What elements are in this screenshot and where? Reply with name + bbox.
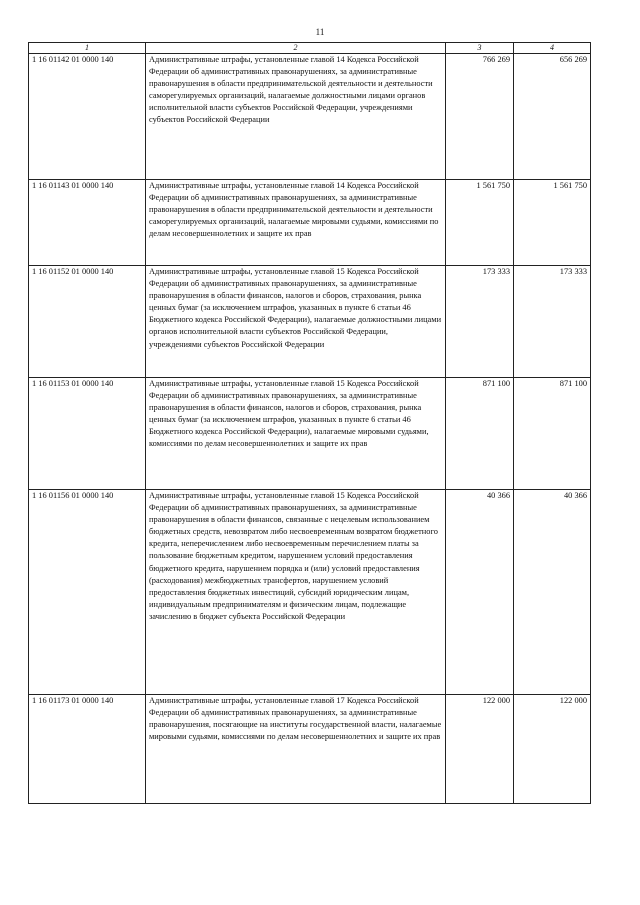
amount-column-3: 766 269 bbox=[446, 54, 514, 180]
amount-column-3: 173 333 bbox=[446, 266, 514, 378]
table-row bbox=[29, 490, 591, 695]
amount-column-3: 122 000 bbox=[446, 695, 514, 804]
column-header-2: 2 bbox=[146, 43, 446, 54]
amount-column-4: 122 000 bbox=[514, 695, 591, 804]
revenue-table bbox=[28, 42, 591, 804]
column-header-1: 1 bbox=[29, 43, 146, 54]
amount-column-3: 871 100 bbox=[446, 378, 514, 490]
amount-column-3: 1 561 750 bbox=[446, 180, 514, 266]
amount-column-4: 871 100 bbox=[514, 378, 591, 490]
classification-code: 1 16 01173 01 0000 140 bbox=[29, 695, 146, 804]
revenue-description: Административные штрафы, установленные главой 17 Кодекса Российской Федерации об административных правонарушениях, за административные правонарушения, посягающие на институты государственной власти, налагаемые мировыми судьями, комиссиями по делам несовершеннолетних и защите их прав bbox=[146, 695, 446, 804]
classification-code: 1 16 01152 01 0000 140 bbox=[29, 266, 146, 378]
table-row bbox=[29, 695, 591, 804]
classification-code: 1 16 01142 01 0000 140 bbox=[29, 54, 146, 180]
classification-code: 1 16 01156 01 0000 140 bbox=[29, 490, 146, 695]
classification-code: 1 16 01143 01 0000 140 bbox=[29, 180, 146, 266]
revenue-description: Административные штрафы, установленные главой 14 Кодекса Российской Федерации об административных правонарушениях, за административные правонарушения в области предпринимательской деятельности и деятельности саморегулируемых организаций, налагаемые мировыми судьями, комиссиями по делам несовершеннолетних и защите их прав bbox=[146, 180, 446, 266]
table-header-row bbox=[29, 43, 591, 54]
revenue-description: Административные штрафы, установленные главой 15 Кодекса Российской Федерации об административных правонарушениях, за административные правонарушения в области финансов, налогов и сборов, страхования, рынка ценных бумаг (за исключением штрафов, указанных в пункте 6 статьи 46 Бюджетного кодекса Российской Федерации), налагаемые мировыми судьями, комиссиями по делам несовершеннолетних и защите их прав bbox=[146, 378, 446, 490]
amount-column-4: 40 366 bbox=[514, 490, 591, 695]
table-row bbox=[29, 266, 591, 378]
amount-column-4: 173 333 bbox=[514, 266, 591, 378]
classification-code: 1 16 01153 01 0000 140 bbox=[29, 378, 146, 490]
amount-column-4: 656 269 bbox=[514, 54, 591, 180]
amount-column-4: 1 561 750 bbox=[514, 180, 591, 266]
page-number: 11 bbox=[315, 27, 325, 37]
table-row bbox=[29, 180, 591, 266]
table-row bbox=[29, 378, 591, 490]
table-row bbox=[29, 54, 591, 180]
revenue-description: Административные штрафы, установленные главой 15 Кодекса Российской Федерации об административных правонарушениях, за административные правонарушения в области финансов, налогов и сборов, страхования, рынка ценных бумаг (за исключением штрафов, указанных в пункте 6 статьи 46 Бюджетного кодекса Российской Федерации), налагаемые должностными лицами органов исполнительной власти субъектов Российской Федерации, учреждениями субъектов Российской Федерации bbox=[146, 266, 446, 378]
column-header-4: 4 bbox=[514, 43, 591, 54]
amount-column-3: 40 366 bbox=[446, 490, 514, 695]
revenue-description: Административные штрафы, установленные главой 15 Кодекса Российской Федерации об административных правонарушениях, за административные правонарушения в области финансов, связанные с нецелевым использованием бюджетных средств, невозвратом либо несвоевременным возвратом бюджетного кредита, неперечислением либо несвоевременным перечислением платы за пользование бюджетным кредитом, нарушением условий предоставления бюджетного кредита, нарушением порядка и (или) условий предоставления (расходования) межбюджетных трансфертов, нарушением условий предоставления бюджетных инвестиций, субсидий юридическим лицам, индивидуальным предпринимателям и физическим лицам, подлежащие зачислению в бюджет субъекта Российской Федерации bbox=[146, 490, 446, 695]
revenue-description: Административные штрафы, установленные главой 14 Кодекса Российской Федерации об административных правонарушениях, за административные правонарушения в области предпринимательской деятельности и деятельности саморегулируемых организаций, налагаемые должностными лицами органов исполнительной власти субъектов Российской Федерации, учреждениями субъектов Российской Федерации bbox=[146, 54, 446, 180]
column-header-3: 3 bbox=[446, 43, 514, 54]
